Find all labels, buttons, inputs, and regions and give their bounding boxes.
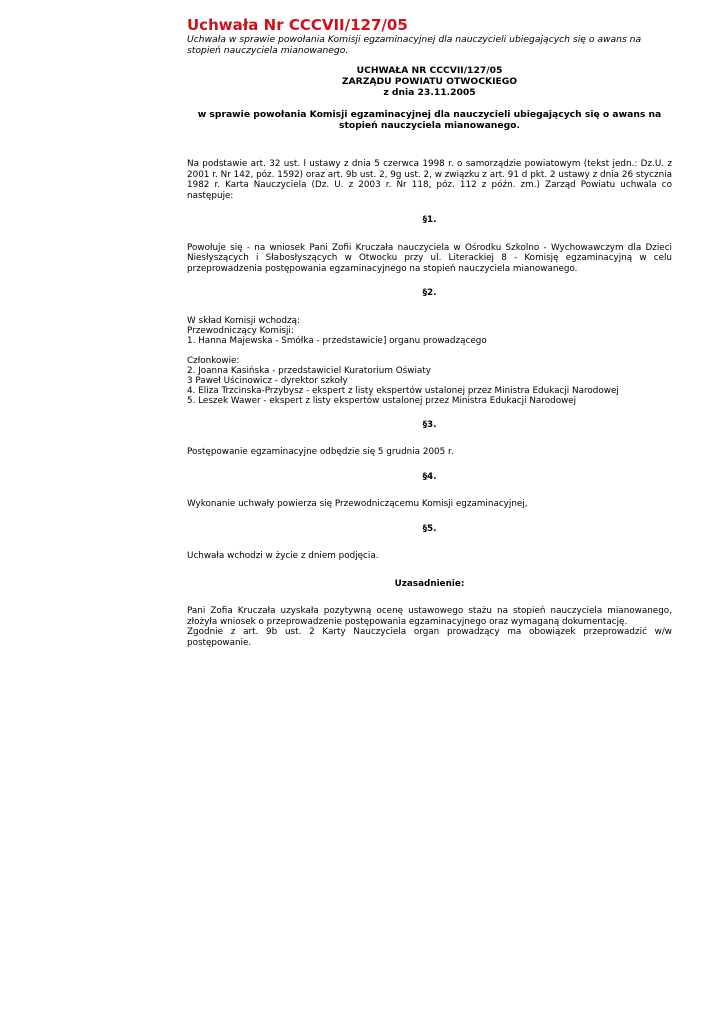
members-label: Członkowie: xyxy=(187,355,240,366)
justification-paragraph-1: Pani Zofia Kruczała uzyskała pozytywną ocenę ustawowego stażu na stopień nauczyciela mianowanego, złożyła wniosek o przeprowadzenie postępowania egzaminacyjnego oraz wymaganą dokumentację. xyxy=(187,606,672,627)
justification-label: Uzasadnienie: xyxy=(394,578,465,589)
member-item: 4. Eliza Trzcinska-Przybysz - ekspert z listy ekspertów ustalonej przez Ministra Edukacji Narodowej xyxy=(187,385,619,396)
member-item: 5. Leszek Wawer - ekspert z listy ekspertów ustalonej przez Ministra Edukacji Narodowej xyxy=(187,395,577,406)
section-4-text: Wykonanie uchwały powierza się Przewodniczącemu Komisji egzaminacyjnej, xyxy=(187,499,528,509)
section-2-label: §2. xyxy=(422,288,437,298)
section-1-text: Powołuje się - na wniosek Pani Zofii Kruczała nauczyciela w Ośrodku Szkolno - Wychowawczym dla Dzieci Niesłyszących i Słabosłyszących w Otwocku przy ul. Literackiej 8 - Komisję egzaminacyjną w celu przeprowadzenia postępowania egzaminacyjnego na stopień nauczyciela mianowanego. xyxy=(187,242,672,274)
document-page xyxy=(187,16,672,648)
header-resolution-number: UCHWAŁA NR CCCVII/127/05 xyxy=(356,65,503,76)
section-5-text: Uchwała wchodzi w życie z dniem podjęcia. xyxy=(187,551,379,561)
resolution-subject: w sprawie powołania Komisji egzaminacyjnej dla nauczycieli ubiegających się o awans na stopień nauczyciela mianowanego. xyxy=(197,109,662,131)
section-1-label: §1. xyxy=(422,215,437,225)
member-item: 3 Paweł Uścinowicz - dyrektor szkoły xyxy=(187,375,348,386)
justification-paragraph-2: Zgodnie z art. 9b ust. 2 Karty Nauczyciela organ prowadzący ma obowiązek przeprowadzić w/w postępowanie. xyxy=(187,627,672,648)
resolution-header xyxy=(187,65,672,98)
section-3-label: §3. xyxy=(422,419,437,430)
section-2-body xyxy=(187,316,672,406)
header-issuer: ZARZĄDU POWIATU OTWOCKIEGO xyxy=(341,76,518,87)
section-3-text: Postępowanie egzaminacyjne odbędzie się 5 grudnia 2005 r. xyxy=(187,447,454,457)
document-title: Uchwała Nr CCCVII/127/05 xyxy=(187,16,408,34)
preamble: Na podstawie art. 32 ust. l ustawy z dnia 5 czerwca 1998 r. o samorządzie powiatowym (tekst jedn.: Dz.U. z 2001 r. Nr 142, póz. 1592) oraz art. 9b ust. 2, 9g ust. 2, w związku z art. 91 d pkt. 2 ustawy z dnia 26 stycznia 1982 r. Karta Nauczyciela (Dz. U. z 2003 r. Nr 118, póz. 112 z późn. zm.) Zarząd Powiatu uchwala co następuje: xyxy=(187,159,672,201)
header-date: z dnia 23.11.2005 xyxy=(383,87,476,98)
commission-intro: W skład Komisji wchodzą: xyxy=(187,315,300,326)
section-5-label: §5. xyxy=(422,523,437,534)
chair-member: 1. Hanna Majewska - Smółka - przedstawicie] organu prowadzącego xyxy=(187,335,487,346)
chair-label: Przewodniczący Komisji: xyxy=(187,325,294,336)
document-subtitle: Uchwała w sprawie powołania Komisji egzaminacyjnej dla nauczycieli ubiegających się o awans na stopień nauczyciela mianowanego. xyxy=(187,34,642,56)
member-item: 2. Joanna Kasińska - przedstawiciel Kuratorium Oświaty xyxy=(187,365,431,376)
section-4-label: §4. xyxy=(422,471,437,482)
